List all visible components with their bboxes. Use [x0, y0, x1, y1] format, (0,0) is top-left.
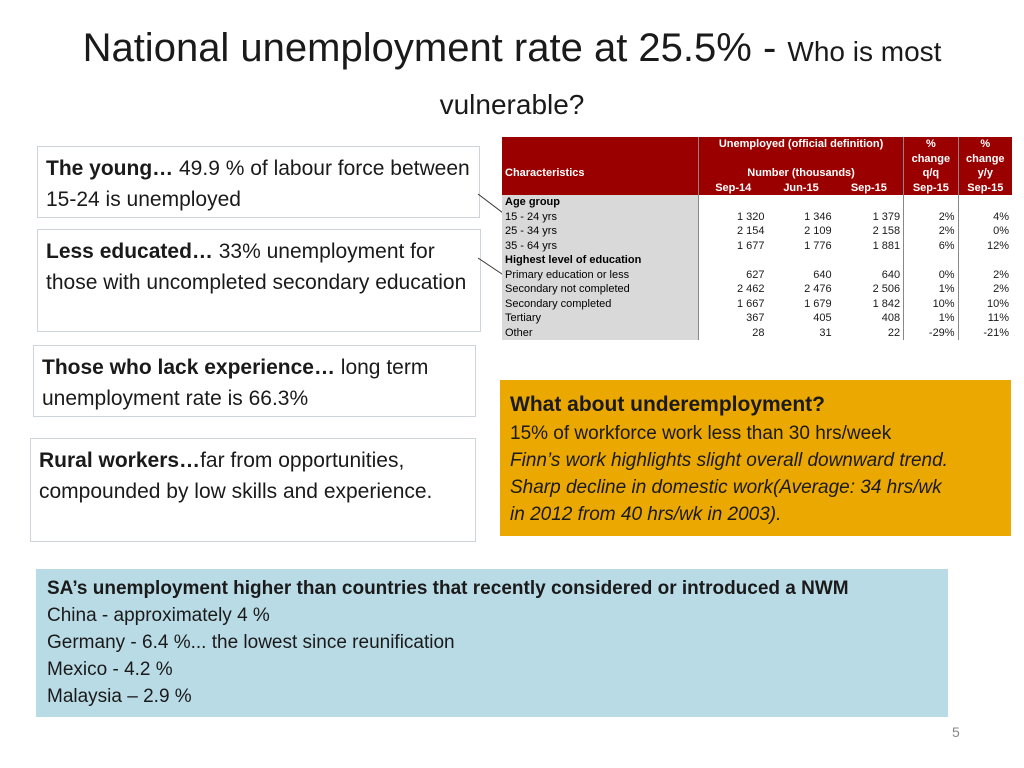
- row-value: 2 506: [835, 282, 904, 297]
- table-row: [502, 326, 1012, 341]
- experience-box: [33, 345, 476, 417]
- row-value: 4%: [958, 210, 1012, 225]
- rural-bold: Rural workers…: [39, 449, 201, 472]
- underemployment-line3: Sharp decline in domestic work(Average: 34 hrs/wk: [510, 477, 942, 498]
- table-group-row: [502, 195, 1012, 210]
- row-value: 1 881: [835, 239, 904, 254]
- row-value: 1 776: [767, 239, 834, 254]
- row-label: 25 - 34 yrs: [502, 224, 699, 239]
- row-value: 640: [835, 268, 904, 283]
- row-value: 2 476: [767, 282, 834, 297]
- row-value: -21%: [958, 326, 1012, 341]
- row-value: 10%: [904, 297, 958, 312]
- slide-title: [40, 24, 984, 134]
- young-bold: The young…: [46, 157, 174, 180]
- row-label: 35 - 64 yrs: [502, 239, 699, 254]
- comparison-box: [36, 569, 948, 717]
- row-value: 405: [767, 311, 834, 326]
- row-value: 2 109: [767, 224, 834, 239]
- row-value: 10%: [958, 297, 1012, 312]
- experience-text: long term unemployment rate is 66.3%: [42, 356, 429, 410]
- row-value: 2 158: [835, 224, 904, 239]
- comparison-item: Mexico - 4.2 %: [47, 659, 173, 680]
- row-value: 1 677: [699, 239, 768, 254]
- title-sub-2: vulnerable?: [439, 89, 585, 120]
- qq-change: change: [904, 152, 958, 167]
- young-text: 49.9 % of labour force between 15-24 is unemployed: [46, 157, 470, 211]
- row-value: 1 679: [767, 297, 834, 312]
- rural-text: far from opportunities, compounded by low skills and experience.: [39, 449, 433, 503]
- page-number: 5: [952, 724, 960, 740]
- yy-label: y/y: [958, 166, 1012, 181]
- underemployment-line4: in 2012 from 40 hrs/wk in 2003).: [510, 504, 782, 525]
- period-3: Sep-15: [835, 181, 904, 196]
- row-value: 367: [699, 311, 768, 326]
- underemployment-box: [500, 380, 1011, 536]
- row-value: 0%: [958, 224, 1012, 239]
- yy-change: change: [958, 152, 1012, 167]
- qq-pct: %: [904, 137, 958, 152]
- row-value: -29%: [904, 326, 958, 341]
- row-label: Primary education or less: [502, 268, 699, 283]
- period-5: Sep-15: [958, 181, 1012, 196]
- comparison-item: Germany - 6.4 %... the lowest since reunification: [47, 632, 455, 653]
- row-value: 11%: [958, 311, 1012, 326]
- less-educated-text: 33% unemployment for those with uncompleted secondary education: [46, 240, 467, 294]
- row-value: 1 379: [835, 210, 904, 225]
- yy-pct: %: [958, 137, 1012, 152]
- table-row: [502, 311, 1012, 326]
- period-1: Sep-14: [699, 181, 768, 196]
- row-label: Secondary not completed: [502, 282, 699, 297]
- row-value: 1 667: [699, 297, 768, 312]
- young-box: [37, 146, 480, 218]
- comparison-item: Malaysia – 2.9 %: [47, 686, 192, 707]
- comparison-heading: SA’s unemployment higher than countries that recently considered or introduced a NWM: [47, 578, 849, 599]
- table-row: [502, 268, 1012, 283]
- row-value: 1 346: [767, 210, 834, 225]
- row-value: 2 462: [699, 282, 768, 297]
- title-main: National unemployment rate at 25.5% -: [82, 26, 788, 70]
- underemployment-heading: What about underemployment?: [510, 393, 825, 416]
- comparison-item: China - approximately 4 %: [47, 605, 270, 626]
- row-value: 6%: [904, 239, 958, 254]
- characteristics-header: Characteristics: [502, 166, 699, 181]
- row-value: 2%: [904, 224, 958, 239]
- row-value: 31: [767, 326, 834, 341]
- row-label: Other: [502, 326, 699, 341]
- table-group-label: Highest level of education: [502, 253, 699, 268]
- title-sub-1: Who is most: [787, 36, 942, 67]
- row-value: 2%: [958, 268, 1012, 283]
- row-value: 28: [699, 326, 768, 341]
- table-row: [502, 297, 1012, 312]
- row-value: 12%: [958, 239, 1012, 254]
- row-value: 1 320: [699, 210, 768, 225]
- row-label: Secondary completed: [502, 297, 699, 312]
- row-value: 2%: [904, 210, 958, 225]
- row-value: 2 154: [699, 224, 768, 239]
- row-value: 2%: [958, 282, 1012, 297]
- row-label: 15 - 24 yrs: [502, 210, 699, 225]
- row-value: 408: [835, 311, 904, 326]
- period-4: Sep-15: [904, 181, 958, 196]
- table-header-top: Unemployed (official definition): [699, 137, 904, 152]
- less-educated-bold: Less educated…: [46, 240, 213, 263]
- row-value: 22: [835, 326, 904, 341]
- row-value: 640: [767, 268, 834, 283]
- number-header: Number (thousands): [699, 166, 904, 181]
- less-educated-box: [37, 229, 481, 332]
- row-value: 1%: [904, 282, 958, 297]
- underemployment-line1: 15% of workforce work less than 30 hrs/week: [510, 423, 892, 444]
- unemployment-table: [502, 137, 1012, 367]
- table-row: [502, 224, 1012, 239]
- table-group-label: Age group: [502, 195, 699, 210]
- table-row: [502, 239, 1012, 254]
- row-label: Tertiary: [502, 311, 699, 326]
- table-row: [502, 210, 1012, 225]
- qq-label: q/q: [904, 166, 958, 181]
- underemployment-line2: Finn’s work highlights slight overall downward trend.: [510, 450, 948, 471]
- row-value: 1 842: [835, 297, 904, 312]
- table-group-row: [502, 253, 1012, 268]
- experience-bold: Those who lack experience…: [42, 356, 335, 379]
- table-row: [502, 282, 1012, 297]
- period-2: Jun-15: [767, 181, 834, 196]
- row-value: 0%: [904, 268, 958, 283]
- rural-box: [30, 438, 476, 542]
- row-value: 627: [699, 268, 768, 283]
- row-value: 1%: [904, 311, 958, 326]
